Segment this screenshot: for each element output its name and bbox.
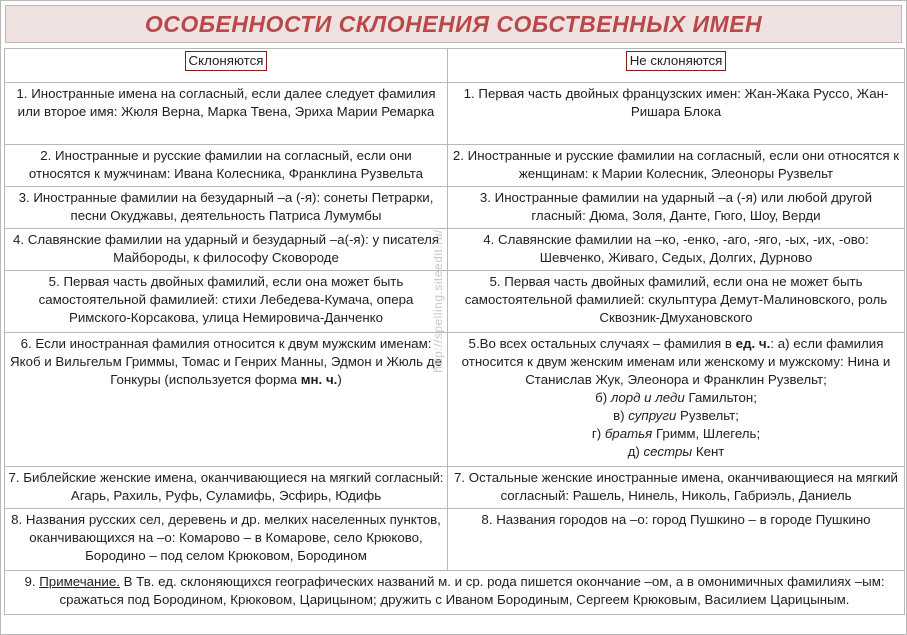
rule-cell-indeclinable: 8. Названия городов на –о: город Пушкино – в городе Пушкино — [448, 509, 905, 571]
note-cell — [5, 571, 905, 615]
sub-item-prefix: в) — [613, 408, 629, 423]
sub-item-emphasis: лорд и леди — [610, 390, 685, 405]
table-row — [5, 145, 905, 187]
declension-table — [4, 48, 905, 615]
sub-item-emphasis: сестры — [643, 444, 693, 459]
table-row — [5, 509, 905, 571]
note-row — [5, 571, 905, 615]
table-row — [5, 271, 905, 333]
header-declinable: Склоняются — [185, 51, 268, 71]
rule-cell-indeclinable: 7. Остальные женские иностранные имена, оканчивающиеся на мягкий согласный: Рашель, Нинель, Николь, Габриэль, Даниель — [448, 467, 905, 509]
sub-item-prefix: г) — [591, 426, 605, 441]
sub-item — [595, 390, 757, 405]
header-indeclinable: Не склоняются — [626, 51, 727, 71]
note-number: 9. — [24, 574, 40, 589]
sub-item-prefix: б) — [595, 390, 611, 405]
note-label: Примечание. — [39, 574, 120, 589]
title-bar — [5, 5, 902, 43]
sub-item — [628, 444, 725, 459]
table-row — [5, 83, 905, 145]
rule-cell-declinable: 3. Иностранные фамилии на безударный –а (-я): сонеты Петрарки, песни Окуджавы, деятельность Патриса Лумумбы — [5, 187, 448, 229]
rule-cell-indeclinable: 5. Первая часть двойных фамилий, если она не может быть самостоятельной фамилией: скульптура Демут-Малиновского, роль Сквозник-Дмухановского — [448, 271, 905, 333]
sub-item-emphasis: супруги — [628, 408, 677, 423]
rule-cell-declinable: 2. Иностранные и русские фамилии на согласный, если они относятся к мужчинам: Ивана Колесника, Франклина Рузвельта — [5, 145, 448, 187]
rule-cell-declinable: 5. Первая часть двойных фамилий, если она может быть самостоятельной фамилией: стихи Лебедева-Кумача, опера Римского-Корсакова, улица Немировича-Данченко — [5, 271, 448, 333]
rule-cell-indeclinable: 3. Иностранные фамилии на ударный –а (-я) или любой другой гласный: Дюма, Золя, Данте, Гюго, Шоу, Верди — [448, 187, 905, 229]
sub-item-text: Гамильтон; — [684, 390, 757, 405]
sub-item-emphasis: братья — [604, 426, 653, 441]
rule-text: 6. Если иностранная фамилия относится к двум мужским именам: Якоб и Вильгельм Гриммы, Томас и Генрих Манны, Эдмон и Жюль де Гонкуры (используется форма — [10, 336, 442, 387]
rule-text: 5.Во всех остальных случаях – фамилия в — [468, 336, 736, 351]
table-header-row — [5, 49, 905, 83]
rule-text-bold: ед. ч. — [735, 336, 771, 351]
rule-cell-indeclinable: 1. Первая часть двойных французских имен: Жан-Жака Руссо, Жан-Ришара Блока — [448, 83, 905, 145]
watermark-url: http://spelling.siteedit.ru/ — [431, 229, 445, 373]
rule-cell-indeclinable: 2. Иностранные и русские фамилии на согласный, если они относятся к женщинам: к Марии Колесник, Элеоноры Рузвельт — [448, 145, 905, 187]
sub-item — [613, 408, 739, 423]
rule-text-bold: мн. ч. — [300, 372, 338, 387]
sub-item-text: Кент — [692, 444, 725, 459]
header-cell-left — [5, 49, 448, 83]
rule-text: ) — [337, 372, 342, 387]
sub-item-prefix: д) — [627, 444, 644, 459]
table-row — [5, 187, 905, 229]
sub-item-text: Рузвельт; — [676, 408, 739, 423]
table-row — [5, 333, 905, 467]
rule-cell-declinable: 8. Названия русских сел, деревень и др. мелких населенных пунктов, оканчивающихся на –о: Комарово – в Комарове, село Крюково, Бородино – под селом Крюковом, Бородином — [5, 509, 448, 571]
header-cell-right — [448, 49, 905, 83]
rule-cell-indeclinable: 4. Славянские фамилии на –ко, -енко, -аго, -яго, -ых, -их, -ово: Шевченко, Живаго, Седых, Долгих, Дурново — [448, 229, 905, 271]
rule-text: : а) если фамилия относится к двум женским именам или женскому и мужскому: Нина и Станислав Жук, Элеонора и Франклин Рузвельт; — [461, 336, 891, 387]
sub-item-text: Гримм, Шлегель; — [652, 426, 761, 441]
note-text: В Тв. ед. склоняющихся географических названий м. и ср. рода пишется окончание –ом, а в омонимичных фамилиях –ым: сражаться под Бородином, Крюковом, Царицыном; дружить с Иваном Бородиным, Сергеем Крюковым, Василием Царицыным. — [59, 574, 885, 607]
rule-cell-declinable — [5, 333, 448, 467]
table-row — [5, 229, 905, 271]
table-row — [5, 467, 905, 509]
rule-cell-declinable: 1. Иностранные имена на согласный, если далее следует фамилия или второе имя: Жюля Верна, Марка Твена, Эриха Марии Ремарка — [5, 83, 448, 145]
rule-cell-indeclinable — [448, 333, 905, 467]
page-title: ОСОБЕННОСТИ СКЛОНЕНИЯ СОБСТВЕННЫХ ИМЕН — [144, 10, 763, 37]
rule-cell-declinable: 7. Библейские женские имена, оканчивающиеся на мягкий согласный: Агарь, Рахиль, Руфь, Суламифь, Эсфирь, Юдифь — [5, 467, 448, 509]
rule-cell-declinable: 4. Славянские фамилии на ударный и безударный –а(-я): у писателя Майбороды, к философу Сковороде — [5, 229, 448, 271]
sub-item — [592, 426, 760, 441]
